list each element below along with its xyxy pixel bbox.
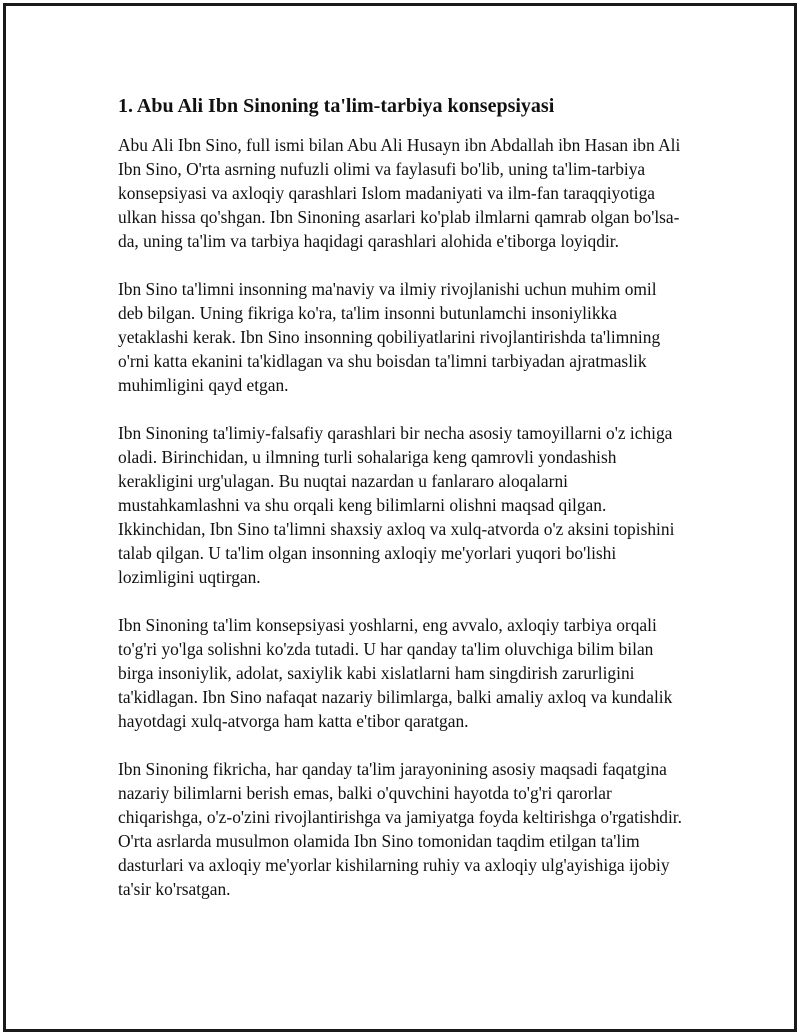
paragraph-moral-upbringing: Ibn Sinoning ta'lim konsepsiyasi yoshlarni, eng avvalo, axloqiy tarbiya orqali to'g'ri yo'lga solishni ko'zda tutadi. U har qanday ta'lim oluvchiga bilim bilan birga insoniylik, adolat, saxiylik kabi xislatlarni ham singdirish zarurligini ta'kidlagan. Ibn Sino nafaqat nazariy bilimlarga, balki amaliy axloq va kundalik hayotdagi xulq-atvorga ham katta e'tibor qaratgan. [118, 615, 673, 731]
document-body [118, 92, 686, 925]
paragraph-principles: Ibn Sinoning ta'limiy-falsafiy qarashlari bir necha asosiy tamoyillarni o'z ichiga oladi. Birinchidan, u ilmning turli sohalariga keng qamrovli yondashish kerakligini urg'ulagan. Bu nuqtai nazardan u fanlararo aloqalarni mustahkamlashni va shu orqali keng bilimlarni olishni maqsad qilgan. Ikkinchidan, Ibn Sino ta'limni shaxsiy axloq va xulq-atvorda o'z aksini topishini talab qilgan. U ta'lim olgan insonning axloqiy me'yorlari yuqori bo'lishi lozimligini uqtirgan. [118, 423, 675, 587]
section-heading: 1. Abu Ali Ibn Sinoning ta'lim-tarbiya konsepsiyasi [118, 95, 555, 117]
paragraph-goal-of-education: Ibn Sinoning fikricha, har qanday ta'lim jarayonining asosiy maqsadi faqatgina nazariy bilimlarni berish emas, balki o'quvchini hayotda to'g'ri qarorlar chiqarishga, o'z-o'zini rivojlantirishga va jamiyatga foyda keltirishga o'rgatishdir. O'rta asrlarda musulmon olamida Ibn Sino tomonidan taqdim etilgan ta'lim dasturlari va axloqiy me'yorlar kishilarning ruhiy va axloqiy ulg'ayishiga ijobiy ta'sir ko'rsatgan. [118, 759, 682, 899]
paragraph-education-role: Ibn Sino ta'limni insonning ma'naviy va ilmiy rivojlanishi uchun muhim omil deb bilgan. Uning fikriga ko'ra, ta'lim insonni butunlamchi insoniylikka yetaklashi kerak. Ibn Sino insonning qobiliyatlarini rivojlantirishda ta'limning o'rni katta ekanini ta'kidlagan va shu boisdan ta'limni tarbiyadan ajratmaslik muhimligini qayd etgan. [118, 279, 661, 395]
paragraph-intro: Abu Ali Ibn Sino, full ismi bilan Abu Ali Husayn ibn Abdallah ibn Hasan ibn Ali Ibn Sino, O'rta asrning nufuzli olimi va faylasufi bo'lib, uning ta'lim-tarbiya konsepsiyasi va axloqiy qarashlari Islom madaniyati va ilm-fan taraqqiyotiga ulkan hissa qo'shgan. Ibn Sinoning asarlari ko'plab ilmlarni qamrab olgan bo'lsa-da, uning ta'lim va tarbiya haqidagi qarashlari alohida e'tiborga loyiqdir. [118, 135, 681, 251]
